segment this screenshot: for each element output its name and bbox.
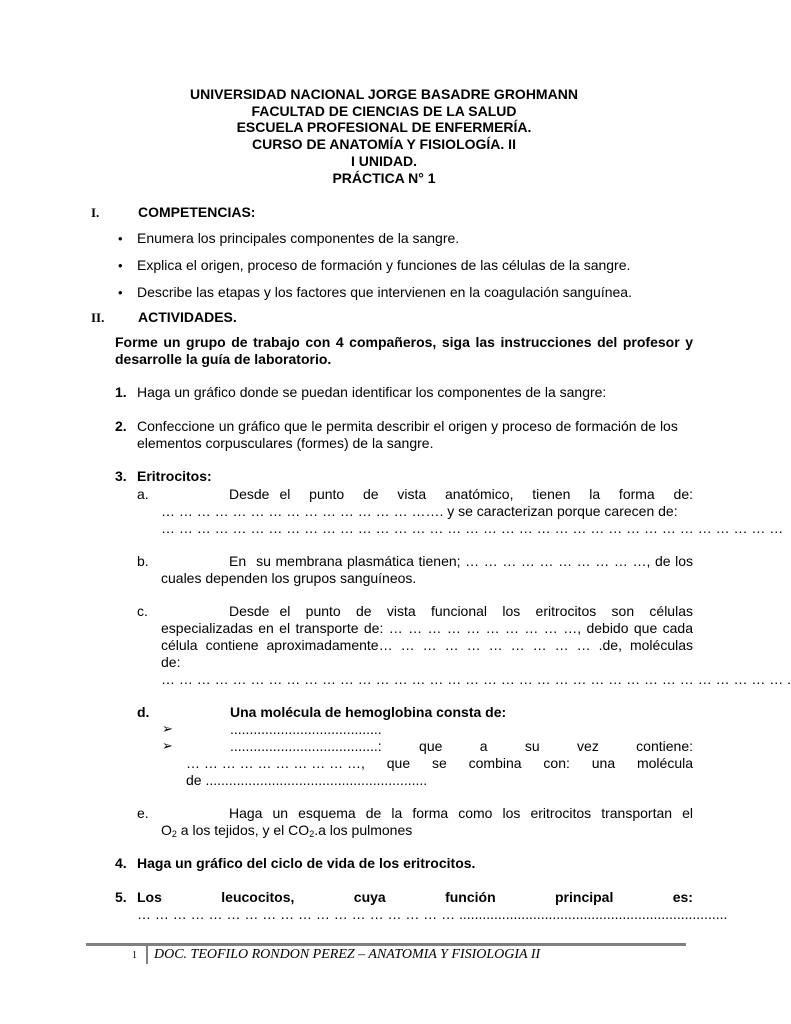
subitem-a-line3: … … … … … … … … … … … … … … … … … … … … … … … … … … … … … … … … … … … xyxy=(161,520,784,536)
page-number: 1 xyxy=(132,950,137,961)
section-2-numeral: II. xyxy=(91,310,105,325)
competency-item: Enumera los principales componentes de la sangre. xyxy=(137,230,460,246)
word: su xyxy=(524,738,540,754)
word: es: xyxy=(672,889,693,905)
subitem-c-line5: … … … … … … … … … … … … … … … … … … … … … … … … … … … … … … … … … … … . xyxy=(161,671,791,687)
co2-text: a los tejidos, y el CO xyxy=(176,822,310,838)
word: contiene: xyxy=(636,738,693,754)
word: cuya xyxy=(353,889,386,905)
subitem-a-line2: … … … … … … … … … … … … … … ……. y se caracterizan porque carecen de: xyxy=(161,503,678,519)
item-4-text: Haga un gráfico del ciclo de vida de los eritrocitos. xyxy=(137,855,476,871)
header-faculty: FACULTAD DE CIENCIAS DE LA SALUD xyxy=(251,102,517,119)
lungs-text: .a los pulmones xyxy=(314,822,413,838)
subitem-a-lead: Desde xyxy=(229,486,270,502)
word: una xyxy=(591,755,616,771)
word: que xyxy=(419,738,443,754)
subitem-e-line2 xyxy=(161,822,693,843)
o2-text: O xyxy=(161,822,172,838)
item-2-text: Confeccione un gráfico que le permita describir el origen y proceso de formación de los elementos corpusculares (formes) de la sangre. xyxy=(137,418,678,451)
word: Los xyxy=(137,889,162,905)
header-practice: PRÁCTICA N° 1 xyxy=(332,169,436,186)
bullet-icon: • xyxy=(118,231,123,246)
section-1-title: COMPETENCIAS: xyxy=(138,204,256,220)
subitem-e-line1: un esquema de la forma como los eritrocitos transportan el xyxy=(272,805,693,821)
subitem-c-line2: especializadas en el transporte de: … … … … … … … … … …, debido que cada xyxy=(161,620,693,636)
word: combina xyxy=(468,755,522,771)
subitem-c-line3: célula contiene aproximadamente… … … … … … … … … … .de, moléculas xyxy=(161,637,693,653)
section-2-title: ACTIVIDADES. xyxy=(138,309,237,325)
word: … … … … … … … … … …, xyxy=(186,755,365,771)
item-3-number: 3. xyxy=(115,468,127,484)
subitem-c-label: c. xyxy=(137,603,148,619)
bullet-icon: • xyxy=(118,285,123,300)
item-2-number: 2. xyxy=(115,418,127,434)
word: función xyxy=(445,889,496,905)
subitem-d-arrow2-dots: ......................................: xyxy=(230,738,382,754)
subitem-a-line1: el punto de vista anatómico, tienen la forma de: xyxy=(279,486,693,502)
subitem-d-arrow2 xyxy=(230,738,693,754)
subitem-c-line4: de: xyxy=(161,654,181,670)
subitem-e-lead: Haga xyxy=(229,805,263,821)
subitem-a-label: a. xyxy=(137,486,149,502)
header-university: UNIVERSIDAD NACIONAL JORGE BASADRE GROHMANN xyxy=(190,86,578,102)
item-4-number: 4. xyxy=(115,855,127,871)
footer-rule xyxy=(86,943,686,946)
subitem-c-line1: el punto de vista funcional los eritrocitos son células xyxy=(279,603,693,619)
item-1-text: Haga un gráfico donde se puedan identificar los componentes de la sangre: xyxy=(137,384,607,400)
word: con: xyxy=(543,755,570,771)
competency-item: Explica el origen, proceso de formación y funciones de las células de la sangre. xyxy=(137,257,631,273)
word: principal xyxy=(555,889,614,905)
word: que xyxy=(386,755,411,771)
header-course: CURSO DE ANATOMÍA Y FISIOLOGÍA. II xyxy=(252,136,516,153)
item-5-number: 5. xyxy=(115,889,127,905)
word: leucocitos, xyxy=(221,889,295,905)
subitem-d-line3 xyxy=(186,755,693,771)
subitem-d-arrow1: ....................................... xyxy=(230,721,382,737)
item-3-title: Eritrocitos: xyxy=(137,468,212,484)
subitem-b-text xyxy=(161,553,693,587)
o2-subscript: 2 xyxy=(171,829,177,839)
subitem-c-text xyxy=(161,603,791,688)
document-header xyxy=(0,86,768,186)
subitem-b-line2: cuales dependen los grupos sanguíneos. xyxy=(161,570,417,586)
competency-item: Describe las etapas y los factores que intervienen en la coagulación sanguínea. xyxy=(137,284,632,300)
header-unit: I UNIDAD. xyxy=(350,152,418,169)
subitem-a-text xyxy=(161,486,784,537)
subitem-e-label: e. xyxy=(137,805,149,821)
bullet-icon: • xyxy=(118,258,123,273)
subitem-c-lead: Desde xyxy=(229,603,270,619)
subitem-d-title: Una molécula de hemoglobina consta de: xyxy=(230,704,507,720)
subitem-d-label: d. xyxy=(137,704,150,720)
item-5-line2: … … … … … … … … … … … … … … … … … … ..................................................................... xyxy=(137,906,728,922)
section-1-numeral: I. xyxy=(91,205,100,220)
subitem-b-line1: su membrana plasmática tienen; … … … … … … … … … …, de los xyxy=(256,553,693,569)
item-1-number: 1. xyxy=(115,384,127,400)
word: molécula xyxy=(636,755,693,771)
footer-author: DOC. TEOFILO RONDON PEREZ – ANATOMIA Y FISIOLOGIA II xyxy=(154,947,541,962)
word: vez xyxy=(577,738,599,754)
header-school: ESCUELA PROFESIONAL DE ENFERMERÍA. xyxy=(236,119,532,136)
subitem-d-line4: de ......................................................... xyxy=(186,772,428,788)
activities-intro: Forme un grupo de trabajo con 4 compañeros, siga las instrucciones del profesor y desarrolle la guía de laboratorio. xyxy=(115,334,693,367)
word: a xyxy=(479,738,488,754)
word: se xyxy=(431,755,447,771)
arrow-bullet-icon: ➢ xyxy=(162,721,173,736)
subitem-e-text xyxy=(161,805,693,843)
item-5-line1 xyxy=(137,889,693,905)
arrow-bullet-icon: ➢ xyxy=(162,738,173,753)
co2-subscript: 2 xyxy=(309,829,315,839)
footer-divider xyxy=(146,946,148,964)
subitem-b-label: b. xyxy=(137,553,149,569)
subitem-b-lead: En xyxy=(229,553,247,569)
